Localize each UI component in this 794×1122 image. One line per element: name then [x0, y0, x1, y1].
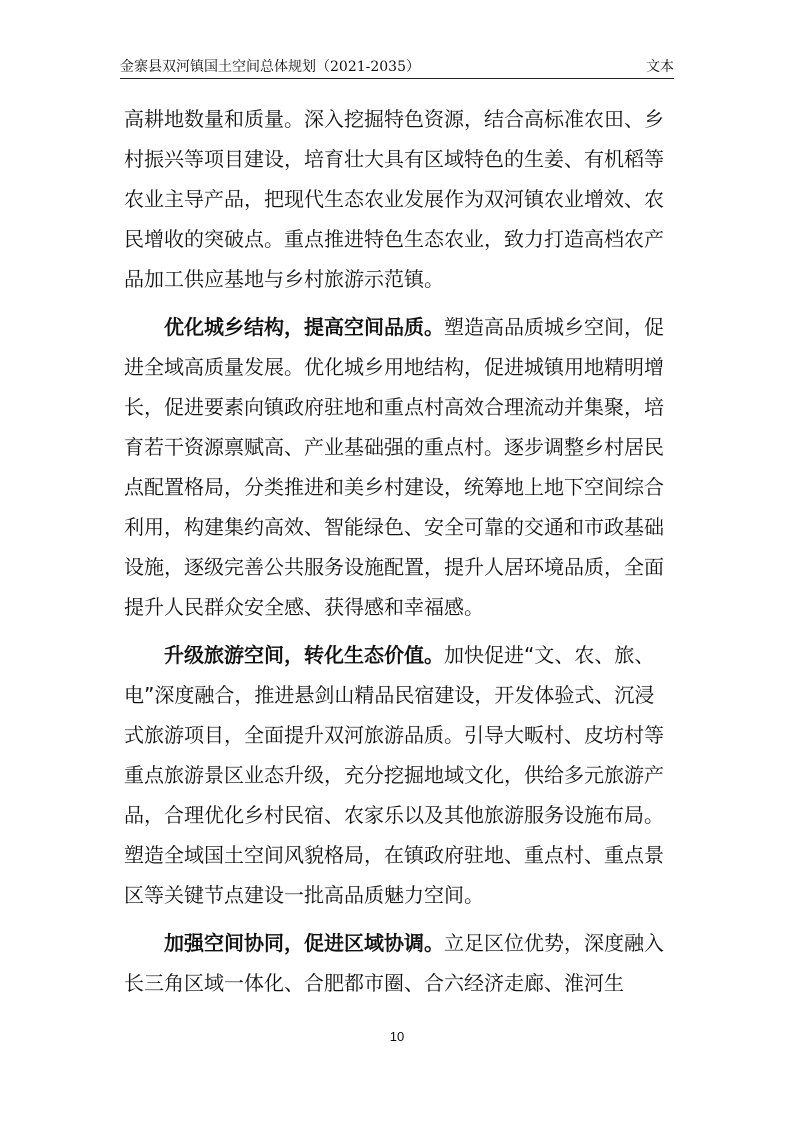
- paragraph-lead: 升级旅游空间，转化生态价值。: [164, 643, 444, 667]
- header-divider: [120, 78, 674, 79]
- paragraph-text: 高耕地数量和质量。深入挖掘特色资源，结合高标准农田、乡村振兴等项目建设，培育壮大具有区域特色的生姜、有机稻等农业主导产品，把现代生态农业发展作为双河镇农业增效、农民增收的突破点。重点推进特色生态农业，致力打造高档农产品加工供应基地与乡村旅游示范镇。: [124, 107, 664, 291]
- body-text: [124, 99, 672, 1003]
- paragraph-text: 加快促进“文、农、旅、电”深度融合，推进悬剑山精品民宿建设，开发体验式、沉浸式旅游项目，全面提升双河旅游品质。引导大畈村、皮坊村等重点旅游景区业态升级，充分挖掘地域文化，供给多元旅游产品，合理优化乡村民宿、农家乐以及其他旅游服务设施布局。塑造全域国土空间风貌格局，在镇政府驻地、重点村、重点景区等关键节点建设一批高品质魅力空间。: [124, 643, 664, 907]
- page-header: [120, 54, 674, 76]
- document-title: 金寨县双河镇国土空间总体规划（2021-2035）: [120, 59, 420, 75]
- paragraph-tourism: [124, 635, 672, 915]
- paragraph-text: 塑造高品质城乡空间，促进全域高质量发展。优化城乡用地结构，促进城镇用地精明增长，促进要素向镇政府驻地和重点村高效合理流动并集聚，培育若干资源禀赋高、产业基础强的重点村。逐步调整乡村居民点配置格局，分类推进和美乡村建设，统筹地上地下空间综合利用，构建集约高效、智能绿色、安全可靠的交通和市政基础设施，逐级完善公共服务设施配置，提升人居环境品质，全面提升人民群众安全感、获得感和幸福感。: [124, 315, 664, 619]
- paragraph-text: 立足区位优势，深度融入长三角区域一体化、合肥都市圈、合六经济走廊、淮河生: [124, 931, 664, 995]
- section-label: 文本: [646, 59, 674, 75]
- page-number: 10: [389, 1029, 405, 1044]
- paragraph-urban-rural: [124, 307, 672, 627]
- paragraph-regional: [124, 923, 672, 1003]
- paragraph-lead: 加强空间协同，促进区域协调。: [164, 931, 444, 955]
- paragraph-continuation: [124, 99, 672, 299]
- paragraph-lead: 优化城乡结构，提高空间品质。: [164, 315, 444, 339]
